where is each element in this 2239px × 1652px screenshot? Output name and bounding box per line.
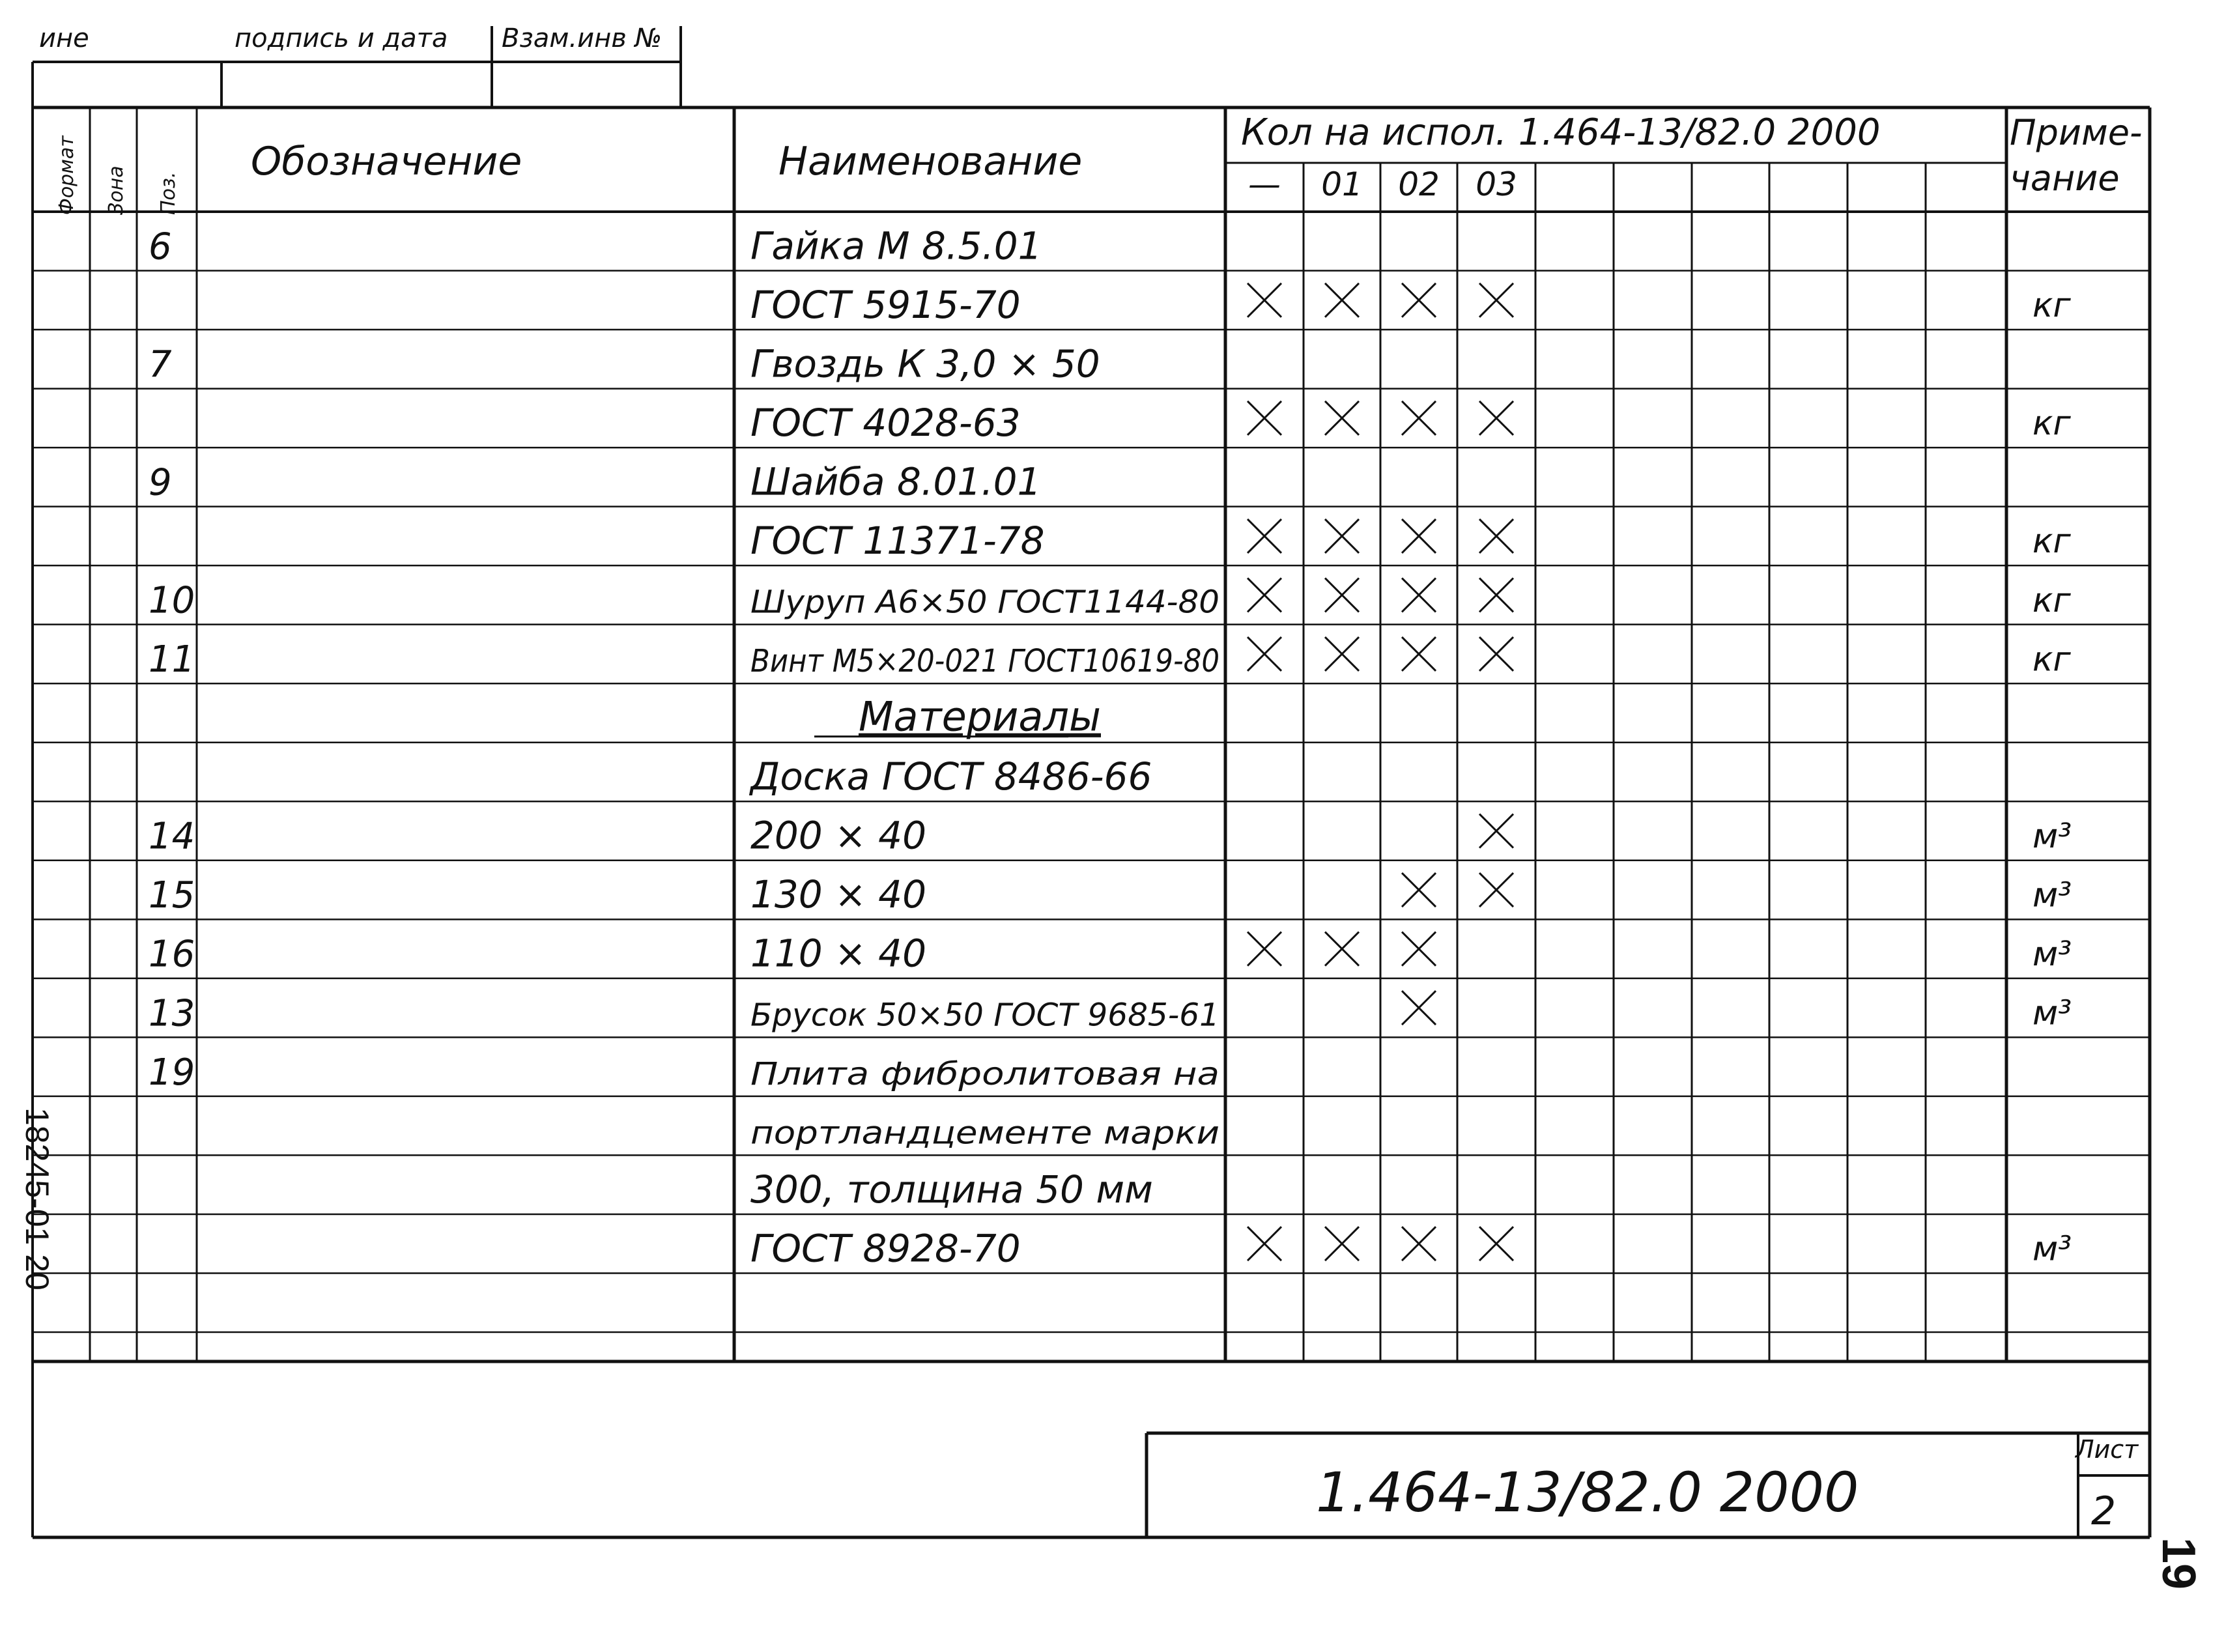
row-note: кг <box>2032 640 2071 679</box>
usage-cross-mark <box>1402 401 1436 435</box>
row-name: ГОСТ 8928-70 <box>750 1226 1021 1271</box>
usage-cross-mark <box>1248 932 1281 966</box>
row-note: кг <box>2032 522 2071 562</box>
table-row <box>750 1115 1219 1151</box>
usage-cross-mark <box>1325 401 1359 435</box>
row-name: Доска ГОСТ 8486-66 <box>750 754 1152 799</box>
row-note: кг <box>2032 286 2071 326</box>
table-row <box>149 1051 1219 1094</box>
row-position: 19 <box>149 1051 195 1094</box>
header-name: Наименование <box>778 139 1083 184</box>
table-row <box>149 578 2071 621</box>
usage-cross-mark <box>1402 932 1436 966</box>
header-note-line1: Приме- <box>2010 112 2143 153</box>
sheet-number: 2 <box>2091 1488 2117 1534</box>
header-qty-title: Кол на испол. 1.464-13/82.0 2000 <box>1241 111 1881 154</box>
usage-cross-mark <box>1402 283 1436 317</box>
usage-cross-mark <box>1248 637 1281 671</box>
table-row <box>149 223 1042 268</box>
variant-header: 01 <box>1321 165 1363 203</box>
table-row <box>149 637 2071 681</box>
row-position: 14 <box>149 815 195 858</box>
usage-cross-mark <box>1479 578 1513 612</box>
variant-header: — <box>1248 165 1281 203</box>
table-row <box>149 341 1100 386</box>
table-row <box>750 519 2071 563</box>
usage-cross-mark <box>1325 283 1359 317</box>
usage-cross-mark <box>1402 873 1436 907</box>
usage-cross-mark <box>1479 1227 1513 1260</box>
usage-cross-mark <box>1479 283 1513 317</box>
row-name: 130 × 40 <box>750 872 926 917</box>
table-row <box>149 932 2072 976</box>
table-row <box>750 283 2071 327</box>
usage-cross-mark <box>1248 401 1281 435</box>
variant-header: 02 <box>1398 165 1440 203</box>
usage-cross-mark <box>1479 873 1513 907</box>
table-row <box>750 1226 2072 1270</box>
row-note: кг <box>2032 580 2071 620</box>
variant-headers <box>1248 165 1517 203</box>
usage-cross-mark <box>1248 578 1281 612</box>
usage-cross-mark <box>1325 932 1359 966</box>
stamp-inv-label: ине <box>39 23 89 53</box>
row-position: 9 <box>149 461 172 504</box>
usage-cross-mark <box>1248 283 1281 317</box>
usage-cross-mark <box>1402 637 1436 671</box>
row-name: портландцементе марки <box>750 1115 1219 1152</box>
header-designation: Обозначение <box>251 139 522 184</box>
row-position: 7 <box>149 343 172 386</box>
table-row <box>749 754 1152 799</box>
document-code: 1.464-13/82.0 2000 <box>1316 1460 1859 1524</box>
usage-cross-mark <box>1248 519 1281 553</box>
row-position: 13 <box>149 992 195 1035</box>
variant-header: 03 <box>1476 165 1517 203</box>
header-zone: Зона <box>105 165 128 215</box>
header-format: Формат <box>55 135 78 215</box>
row-name: Шайба 8.01.01 <box>750 459 1042 504</box>
row-position: 6 <box>149 225 172 268</box>
sheet-label: Лист <box>2075 1435 2139 1464</box>
row-position: 15 <box>149 874 195 917</box>
usage-cross-mark <box>1479 519 1513 553</box>
table-row <box>149 814 2072 858</box>
usage-cross-mark <box>1479 814 1513 848</box>
row-note: кг <box>2032 404 2071 444</box>
table-row <box>814 693 1101 741</box>
usage-cross-mark <box>1479 637 1513 671</box>
header-note-line2: чание <box>2010 158 2120 199</box>
row-name: Шуруп А6×50 ГОСТ1144-80 <box>750 584 1219 621</box>
top-stamp <box>39 23 662 53</box>
row-note: м³ <box>2032 816 2072 856</box>
row-note: м³ <box>2032 934 2072 974</box>
row-name: ГОСТ 5915-70 <box>750 282 1021 327</box>
usage-cross-mark <box>1402 1227 1436 1260</box>
row-name: ГОСТ 11371-78 <box>750 519 1045 563</box>
row-name: Брусок 50×50 ГОСТ 9685-61 <box>750 997 1219 1034</box>
usage-cross-mark <box>1248 1227 1281 1260</box>
page-number: 19 <box>2152 1537 2204 1590</box>
row-position: 11 <box>149 638 195 681</box>
usage-cross-mark <box>1479 401 1513 435</box>
section-heading: Материалы <box>859 692 1101 741</box>
header-pos: Поз. <box>157 171 180 215</box>
table-row <box>750 1167 1153 1212</box>
usage-cross-mark <box>1325 578 1359 612</box>
row-note: м³ <box>2032 876 2072 915</box>
usage-cross-mark <box>1325 637 1359 671</box>
row-name: Гайка М 8.5.01 <box>750 223 1042 268</box>
row-name: Плита фибролитовая на <box>750 1055 1219 1092</box>
usage-cross-mark <box>1325 1227 1359 1260</box>
row-position: 10 <box>149 579 195 622</box>
row-note: м³ <box>2032 1229 2072 1269</box>
table-row <box>750 401 2071 445</box>
spec-table-body <box>149 223 2072 1270</box>
row-name: Винт М5×20-021 ГОСТ10619-80 <box>750 643 1219 680</box>
title-block <box>1316 1435 2139 1534</box>
usage-cross-mark <box>1402 991 1436 1025</box>
row-name: 200 × 40 <box>750 813 926 858</box>
usage-cross-mark <box>1325 519 1359 553</box>
table-row <box>149 460 1041 504</box>
row-position: 16 <box>149 933 195 976</box>
stamp-signature-label: подпись и дата <box>235 23 448 53</box>
row-note: м³ <box>2032 993 2072 1033</box>
row-name: 300, толщина 50 мм <box>750 1167 1153 1212</box>
side-stamp: 18245-01 20 <box>19 1107 55 1290</box>
row-name: 110 × 40 <box>750 931 926 976</box>
usage-cross-mark <box>1402 578 1436 612</box>
table-row <box>149 872 2072 917</box>
row-name: Гвоздь К 3,0 × 50 <box>750 341 1100 386</box>
row-name: ГОСТ 4028-63 <box>750 401 1021 445</box>
usage-cross-mark <box>1402 519 1436 553</box>
stamp-replaced-inv-label: Взам.инв № <box>502 23 663 53</box>
table-row <box>149 991 2072 1034</box>
